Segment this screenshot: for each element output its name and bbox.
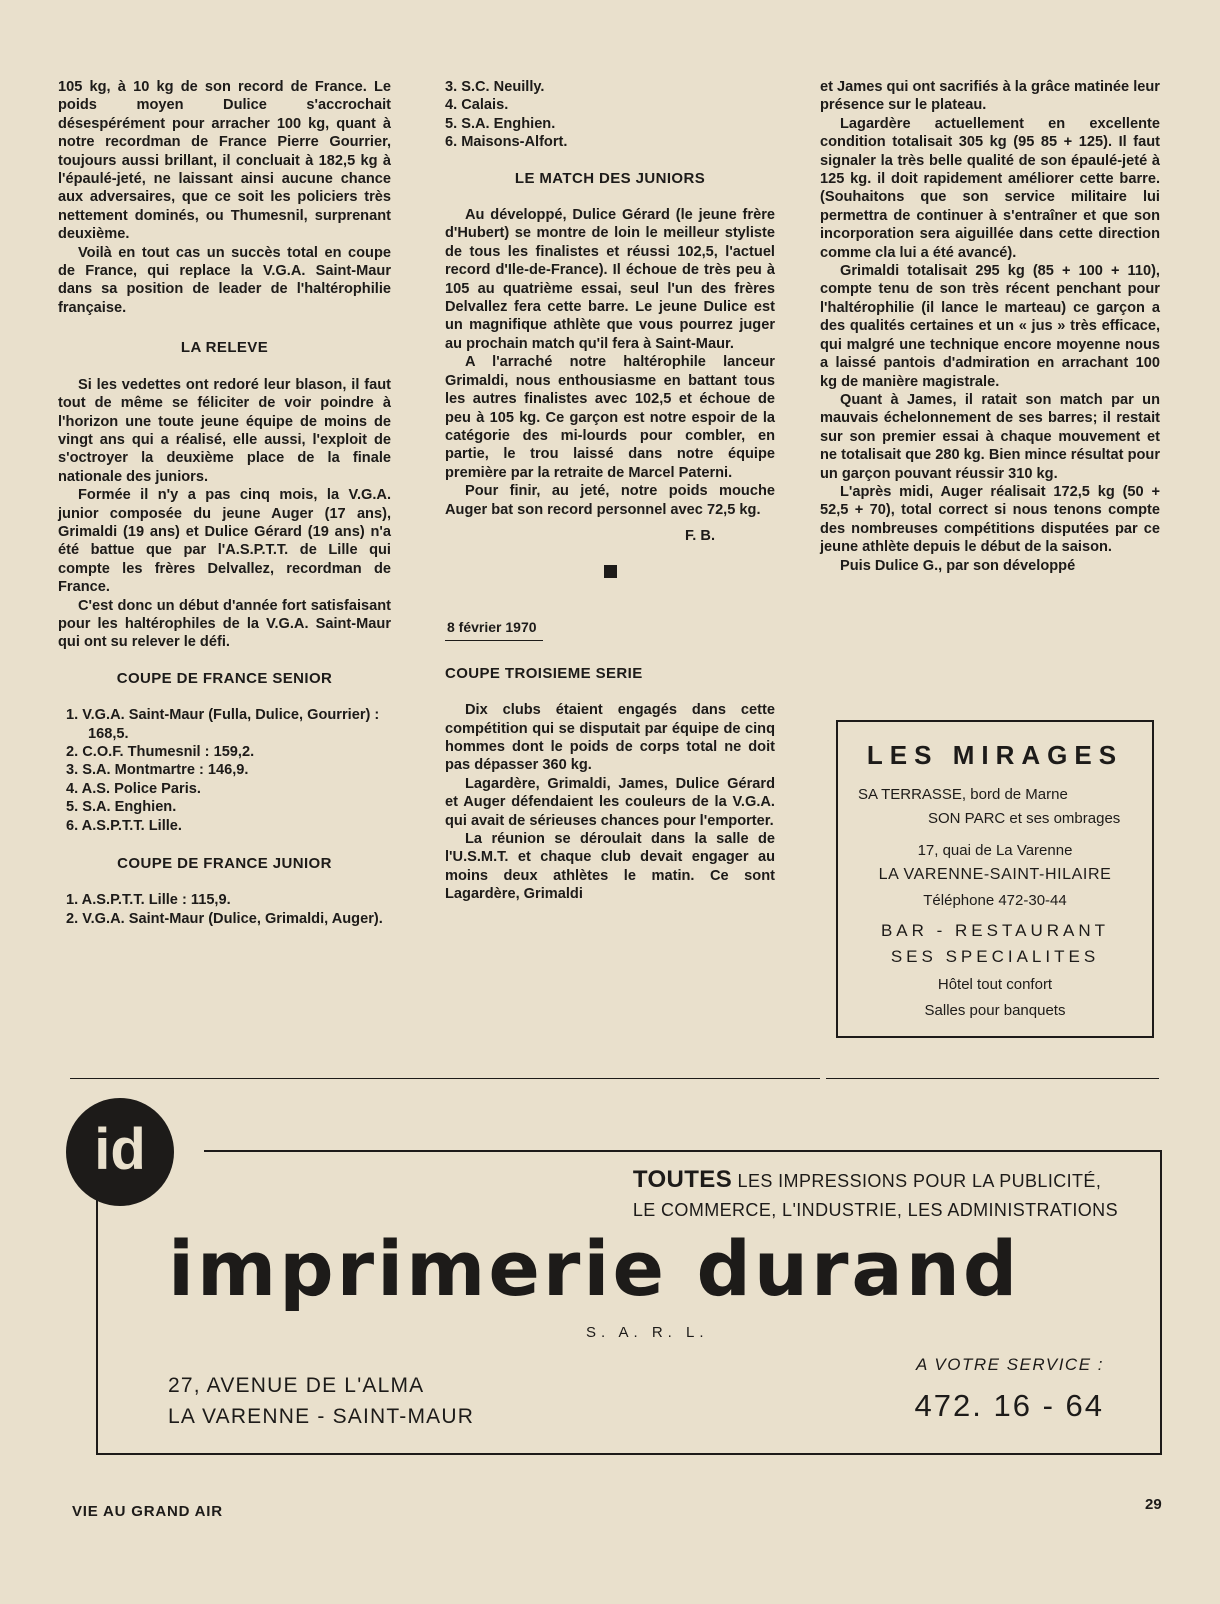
results-list-continued (445, 78, 775, 152)
section-heading: COUPE TROISIEME SERIE (445, 664, 643, 682)
paragraph: Si les vedettes ont redoré leur blason, il faut tout de même se féliciter de voir poindre à l'horizon une toute jeune équipe de moins de vingt ans qui a réalisé, elle aussi, l'exploit de s'octroyer la deuxième place de la finale nationale des juniors. (58, 376, 391, 485)
divider (70, 1078, 820, 1079)
ad-tagline-line2: LE COMMERCE, L'INDUSTRIE, LES ADMINISTRATIONS (632, 1200, 1118, 1220)
ad-line: 17, quai de La Varenne (917, 842, 1073, 859)
author-signature: F. B. (685, 527, 715, 544)
paragraph: 105 kg, à 10 kg de son record de France. Le poids moyen Dulice s'accrochait désespérément pour arracher 100 kg, quant à notre recordman de France Pierre Gourrier, toujours aussi brillant, il concluait à 182,5 kg à l'épaulé-jeté, ne laissant ainsi aucune chance aux adversaires, que ce soit les policiers très nettement dominés, ou Thumesnil, surprenant deuxième. (58, 79, 391, 243)
list-item: 4. A.S. Police Paris. (66, 780, 201, 797)
list-item: 3. S.A. Montmartre : 146,9. (66, 762, 249, 779)
paragraph: Puis Dulice G., par son développé (840, 557, 1076, 574)
paragraph: Voilà en tout cas un succès total en coupe de France, qui replace la V.G.A. Saint-Maur dans sa position de leader de l'haltérophilie française. (58, 244, 391, 316)
ad-tagline-line1: LES IMPRESSIONS POUR LA PUBLICITÉ, (737, 1171, 1102, 1191)
paragraph: Pour finir, au jeté, notre poids mouche Auger bat son record personnel avec 72,5 kg. (445, 483, 775, 518)
ad-phone-number: 472. 16 - 64 (914, 1388, 1104, 1423)
list-item: 2. C.O.F. Thumesnil : 159,2. (66, 744, 255, 760)
article-column-3 (820, 78, 1160, 575)
paragraph: Dix clubs étaient engagés dans cette compétition qui se disputait par équipe de cinq hommes dont le poids de corps total ne doit pas dépasser 360 kg. (445, 702, 775, 774)
divider (826, 1078, 1159, 1079)
dateline: 8 février 1970 (445, 618, 543, 640)
ad-line: Téléphone 472-30-44 (923, 892, 1067, 909)
results-list-junior (58, 891, 391, 928)
paragraph: Grimaldi totalisait 295 kg (85 + 100 + 110), compte tenu de son très récent penchant pour l'haltérophilie (il lance le marteau) ce garçon a des qualités certaines et un « jus » très efficace, qui malgré une technique encore moyenne nous a laissé pantois d'admiration en arrachant 100 kg de manière magistrale. (820, 263, 1160, 390)
ad-service-label: A VOTRE SERVICE : (916, 1355, 1104, 1374)
list-item: 4. Calais. (445, 97, 509, 114)
section-heading: LA RELEVE (180, 339, 269, 357)
ad-line: Hôtel tout confort (937, 976, 1053, 993)
mirages-advertisement (836, 720, 1154, 1038)
section-heading: LE MATCH DES JUNIORS (514, 169, 706, 187)
ad-address-line2: LA VARENNE - SAINT-MAUR (168, 1405, 475, 1428)
article-column-2 (445, 78, 775, 904)
ad-company-type: S. A. R. L. (586, 1324, 709, 1341)
list-item: 6. Maisons-Alfort. (445, 134, 568, 151)
paragraph: Lagardère, Grimaldi, James, Dulice Gérard et Auger défendaient les couleurs de la V.G.A. qui avait de sérieuses chances pour l'emporter. (445, 775, 775, 829)
id-logo-icon: id (66, 1098, 174, 1206)
paragraph: Quant à James, il ratait son match par un mauvais échelonnement de ses barres; il restait sur son premier essai à chaque mouvement et ne totalisait que 280 kg. Bien mince résultat pour un garçon pouvant réussir 310 kg. (820, 391, 1160, 482)
ad-title: LES MIRAGES (866, 740, 1124, 770)
list-item: 6. A.S.P.T.T. Lille. (66, 817, 182, 834)
paragraph: A l'arraché notre haltérophile lanceur Grimaldi, nous enthousiasme en battant tous les autres finalistes avec 102,5 et échoue de peu à 105 kg. Ce garçon est notre espoir de la catégorie des mi-lourds pour combler, en partie, le trou laissé dans notre équipe première par la retraite de Marcel Paterni. (445, 354, 775, 481)
paragraph: L'après midi, Auger réalisait 172,5 kg (50 + 52,5 + 70), total correct si nous tenons compte des nombreuses compétitions disputées par ce jeune athlète depuis le début de la saison. (820, 483, 1160, 556)
paragraph: C'est donc un début d'année fort satisfaisant pour les haltérophiles de la V.G.A. Saint-Maur qui ont su relever le défi. (58, 597, 391, 651)
ad-tagline-emphasis: TOUTES (632, 1166, 733, 1193)
ad-brand-name: imprimerie durand (168, 1224, 1021, 1313)
imprimerie-durand-advertisement (96, 1150, 1162, 1455)
list-item: 5. S.A. Enghien. (66, 799, 177, 816)
article-column-1 (58, 78, 391, 928)
results-heading-senior: COUPE DE FRANCE SENIOR (116, 669, 333, 687)
end-mark-square (604, 565, 617, 578)
list-item: 1. V.G.A. Saint-Maur (Fulla, Dulice, Gourrier) : 168,5. (66, 707, 380, 742)
page-number: 29 (1145, 1496, 1162, 1513)
ad-tagline (633, 1165, 1118, 1225)
ad-line: SA TERRASSE, bord de Marne (858, 786, 1068, 803)
paragraph: La réunion se déroulait dans la salle de l'U.S.M.T. et chaque club devait engager au moins deux athlètes le matin. Ce sont Lagardère, Grimaldi (445, 831, 775, 903)
ad-address (168, 1370, 474, 1432)
ad-line: SES SPECIALITES (890, 947, 1100, 966)
magazine-name: VIE AU GRAND AIR (72, 1503, 223, 1520)
ad-line: LA VARENNE-SAINT-HILAIRE (878, 866, 1112, 883)
ad-line: Salles pour banquets (924, 1002, 1066, 1019)
results-heading-junior: COUPE DE FRANCE JUNIOR (117, 855, 332, 873)
list-item: 3. S.C. Neuilly. (445, 79, 545, 95)
paragraph: et James qui ont sacrifiés à la grâce matinée leur présence sur le plateau. (820, 79, 1160, 114)
list-item: 1. A.S.P.T.T. Lille : 115,9. (66, 892, 231, 909)
list-item: 5. S.A. Enghien. (445, 115, 556, 132)
results-list-senior (58, 706, 391, 835)
paragraph: Lagardère actuellement en excellente condition totalisait 305 kg (95 85 + 125). Il faut signaler la très belle qualité de son épaulé-jeté à 125 kg. il doit rapidement améliorer cette barre. (Souhaitons que son service militaire lui permettra de continuer à s'entraîner et que son incorporation sera aiguillée dans cette direction comme cla lui a été avancé). (820, 115, 1160, 261)
paragraph: Au développé, Dulice Gérard (le jeune frère d'Hubert) se montre de loin le meilleur styliste de tous les finalistes et réussi 102,5, l'actuel record d'Ile-de-France). Il échoue de très peu à 105 au quatrième essai, seul l'un des frères Delvallez fera cette barre. Le jeune Dulice est un magnifique athlète que vous pourrez juger au prochain match qu'il fera à Saint-Maur. (445, 207, 775, 352)
ad-address-line1: 27, AVENUE DE L'ALMA (168, 1374, 425, 1397)
paragraph: Formée il n'y a pas cinq mois, la V.G.A. junior composée du jeune Auger (17 ans), Grimaldi (19 ans) et Dulice Gérard (19 ans) n'a été battue que par l'A.S.P.T.T. de Lille qui compte les frères Delvallez, recordman de France. (58, 487, 391, 596)
ad-line: SON PARC et ses ombrages (928, 810, 1121, 827)
list-item: 2. V.G.A. Saint-Maur (Dulice, Grimaldi, Auger). (66, 910, 383, 927)
ad-line: BAR - RESTAURANT (880, 921, 1110, 940)
